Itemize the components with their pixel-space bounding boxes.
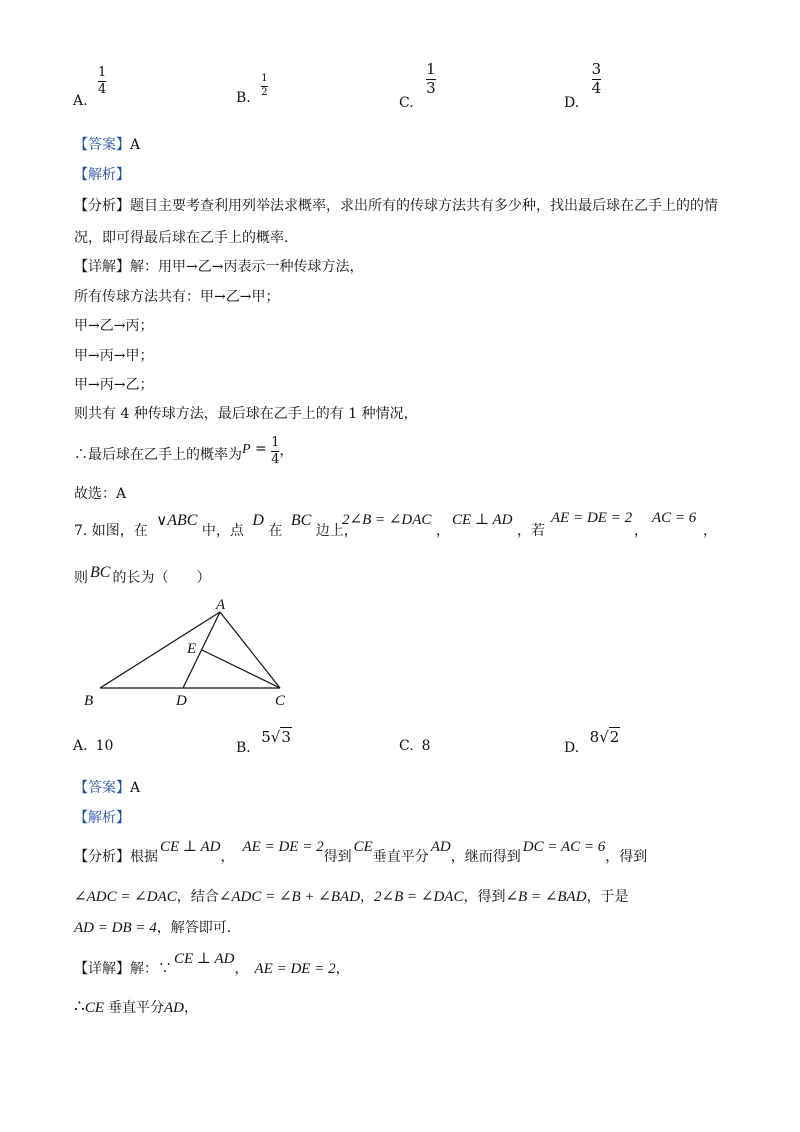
segment-ac	[220, 612, 280, 688]
q7-option-a[interactable]: A. 10	[73, 738, 114, 754]
q6-fenxi-line-2: 况，即可得最后球在乙手上的概率.	[74, 230, 289, 246]
q6-detail-line-5: 甲→丙→乙；	[74, 377, 154, 393]
answer-label: 【答案】	[74, 780, 130, 796]
analysis-label: 【解析】	[74, 810, 130, 826]
fraction: $\frac{1}{3}$	[426, 60, 436, 97]
q7-option-d[interactable]: D. 8√2	[564, 728, 620, 756]
q7-stem-line-1: 7. 如图，在 ∨ABC 中，点 D 在 BC 边上，	[74, 511, 358, 539]
q6-option-d[interactable]: D. $\frac{3}{4}$	[564, 60, 602, 112]
q7-fenxi-line-2: ∠ADC = ∠DAC，结合∠ADC = ∠B + ∠BAD，2∠B = ∠DAC，得到∠B = ∠BAD，于是	[74, 889, 629, 905]
q7-condition-ae: AE = DE = 2	[551, 510, 633, 526]
answer-value: A	[130, 137, 141, 153]
q7-condition-perp: CE ⊥ AD	[452, 512, 513, 528]
q7-condition-angle: 2∠B = ∠DAC	[342, 512, 432, 528]
square-root: √2	[599, 728, 620, 746]
q7-detail-line-1: 【详解】解：∵CE ⊥ AD， AE = DE = 2，	[74, 951, 350, 977]
fraction: $\frac{3}{4}$	[591, 60, 602, 97]
segment-ce	[202, 650, 280, 688]
q6-fenxi-line-1: 【分析】题目主要考查利用列举法求概率，求出所有的传球方法共有多少种，找出最后球在乙手上的的情	[74, 198, 718, 214]
q7-answer-line	[74, 777, 140, 797]
fenxi-label: 【分析】	[74, 198, 130, 214]
q7-fenxi-line-1: 【分析】根据CE ⊥ AD，AE = DE = 2得到CE垂直平分AD，继而得到DC = AC = 6，得到	[74, 839, 648, 865]
fraction: $\frac{1}{4}$	[271, 435, 280, 467]
q6-detail-line-4: 甲→丙→甲；	[74, 348, 154, 364]
square-root: √3	[270, 728, 291, 746]
q7-fenxi-line-3: AD = DB = 4，解答即可.	[74, 920, 232, 936]
vertex-label-a: A	[216, 597, 226, 613]
q6-option-c[interactable]: C. $\frac{1}{3}$	[399, 60, 436, 112]
triangle-symbol: ∨	[156, 511, 168, 529]
q6-probability-line: ∴最后球在乙手上的概率为P = $\frac{1}{4}$ ，	[74, 435, 294, 467]
answer-value: A	[130, 780, 141, 796]
q7-detail-line-2: ∴CE 垂直平分AD，	[74, 997, 198, 1017]
q6-detail-line-3: 甲→乙→丙；	[74, 318, 154, 334]
point-label-e: E	[187, 641, 197, 657]
q7-condition-ac: AC = 6	[652, 510, 697, 526]
q6-detail-line-1: 【详解】解：用甲→乙→丙表示一种传球方法，	[74, 259, 364, 275]
q6-detail-line-6: 则共有 4 种传球方法，最后球在乙手上的有 1 种情况，	[74, 406, 418, 422]
fraction: $\frac{1}{2}$	[261, 73, 268, 98]
analysis-label: 【解析】	[74, 167, 130, 183]
fraction: $\frac{1}{4}$	[98, 65, 107, 97]
q6-option-b[interactable]: B. $\frac{1}{2}$	[236, 73, 268, 106]
vertex-label-b: B	[84, 693, 94, 709]
triangle-figure	[80, 594, 300, 710]
vertex-label-d: D	[176, 693, 187, 709]
q6-option-a[interactable]: A. $\frac{1}{4}$	[73, 65, 107, 110]
q7-option-c[interactable]: C. 8	[399, 738, 431, 754]
answer-label: 【答案】	[74, 137, 130, 153]
q6-choose: 故选：A	[74, 486, 127, 502]
vertex-label-c: C	[275, 693, 286, 709]
detail-label: 【详解】	[74, 259, 130, 275]
q7-option-b[interactable]: B. 5√3	[236, 728, 291, 756]
q6-answer-line	[74, 134, 140, 154]
q6-detail-line-2: 所有传球方法共有：甲→乙→甲；	[74, 289, 280, 305]
q7-stem-line-2: 则 BC 的长为（ ）	[74, 564, 211, 586]
